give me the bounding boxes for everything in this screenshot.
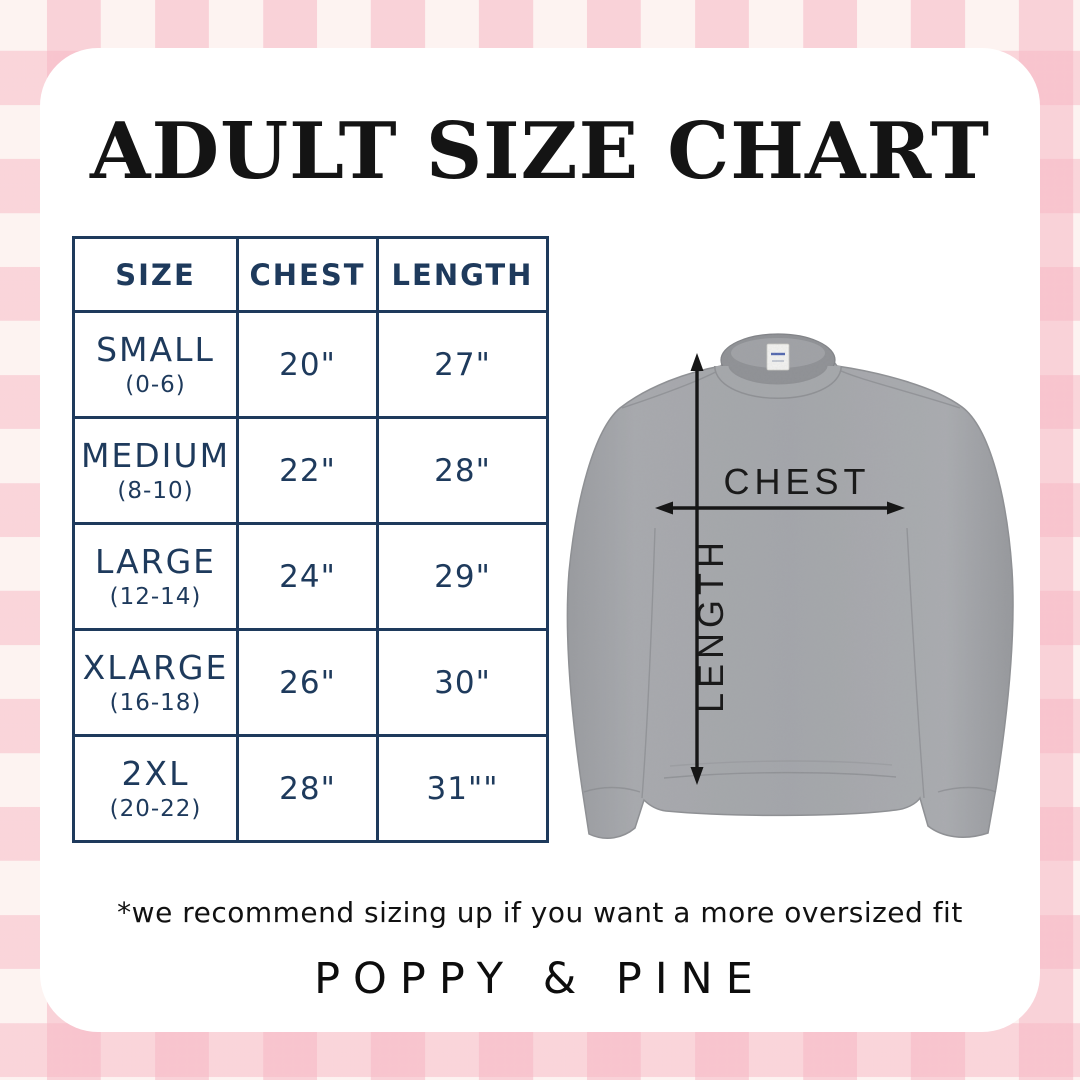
- chest-value: 20": [238, 312, 378, 418]
- sweatshirt-body: [567, 334, 1013, 838]
- size-cell: [74, 312, 238, 418]
- size-cell: [74, 736, 238, 842]
- table-row: [74, 524, 548, 630]
- length-label: LENGTH: [690, 536, 731, 714]
- size-name: SMALL: [96, 330, 215, 370]
- sizing-footnote: *we recommend sizing up if you want a more oversized fit: [117, 896, 963, 929]
- table-row: [74, 312, 548, 418]
- table-row: [74, 630, 548, 736]
- chest-value: 22": [238, 418, 378, 524]
- chest-value: 28": [238, 736, 378, 842]
- length-value: 31"": [378, 736, 548, 842]
- table-row: [74, 418, 548, 524]
- chest-value: 26": [238, 630, 378, 736]
- chest-value: 24": [238, 524, 378, 630]
- size-cell: [74, 418, 238, 524]
- size-name: MEDIUM: [80, 436, 231, 476]
- length-value: 28": [378, 418, 548, 524]
- page-title: ADULT SIZE CHART: [89, 106, 990, 197]
- size-chart-card: [40, 48, 1040, 1032]
- size-range: (16-18): [109, 689, 202, 716]
- size-name: XLARGE: [82, 648, 229, 688]
- size-name: LARGE: [94, 542, 217, 582]
- length-value: 29": [378, 524, 548, 630]
- size-range: (8-10): [117, 477, 194, 504]
- column-header-chest: CHEST: [238, 238, 378, 312]
- length-value: 30": [378, 630, 548, 736]
- length-value: 27": [378, 312, 548, 418]
- column-header-size: SIZE: [74, 238, 238, 312]
- sweatshirt-illustration: [560, 320, 1030, 860]
- brand-name: POPPY & PINE: [314, 954, 766, 1004]
- size-range: (12-14): [109, 583, 202, 610]
- sweatshirt-diagram: [560, 320, 1030, 860]
- size-cell: [74, 630, 238, 736]
- table-header-row: [74, 238, 548, 312]
- size-table: [72, 236, 549, 843]
- size-range: (0-6): [125, 371, 186, 398]
- size-range: (20-22): [109, 795, 202, 822]
- column-header-length: LENGTH: [378, 238, 548, 312]
- size-cell: [74, 524, 238, 630]
- table-row: [74, 736, 548, 842]
- size-name: 2XL: [121, 754, 190, 794]
- neck-tag: [767, 344, 789, 370]
- chest-label: CHEST: [723, 461, 871, 502]
